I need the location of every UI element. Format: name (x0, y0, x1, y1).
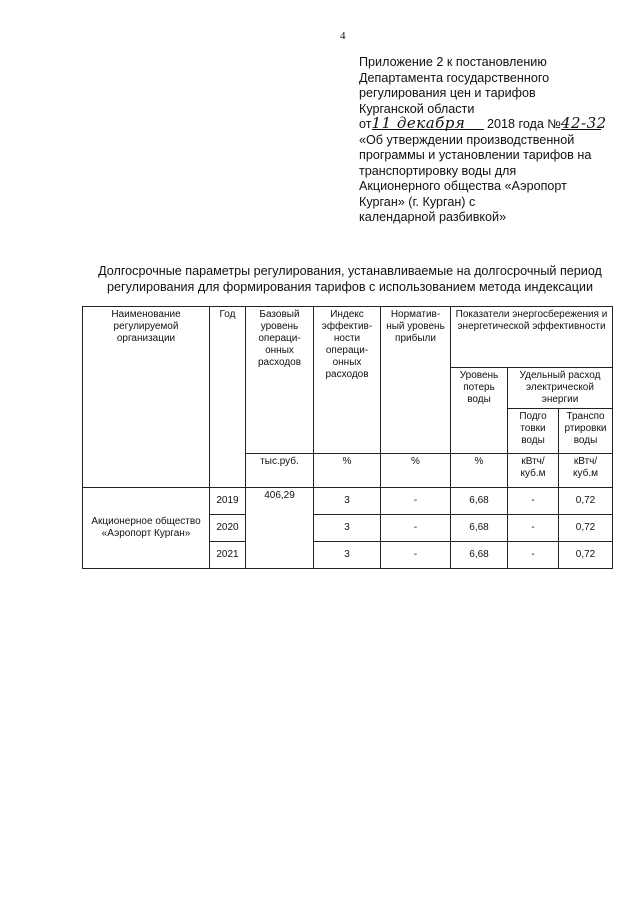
cell-losses: 6,68 (451, 542, 508, 569)
parameters-table (82, 306, 613, 569)
header-energy-indicators: Показатели энергосбережения и энергетической эффективности (451, 307, 613, 368)
cell-year: 2019 (210, 488, 246, 515)
organization-name: Акционерное общество «Аэропорт Курган» (83, 488, 210, 569)
header-profit-level: Норматив-ный уровень прибыли (381, 307, 451, 454)
cell-index: 3 (314, 542, 381, 569)
cell-preparation: - (508, 542, 559, 569)
cell-profit: - (381, 488, 451, 515)
heading-line: Долгосрочные параметры регулирования, устанавливаемые на долгосрочный период (98, 264, 602, 278)
unit-profit: % (381, 454, 451, 488)
date-prefix: от (359, 117, 372, 131)
unit-losses: % (451, 454, 508, 488)
cell-year: 2020 (210, 515, 246, 542)
cell-losses: 6,68 (451, 515, 508, 542)
page-number: 4 (340, 30, 346, 42)
header-preparation: Подго товки воды (508, 409, 559, 454)
unit-base: тыс.руб. (246, 454, 314, 488)
unit-transport: кВтч/ куб.м (559, 454, 613, 488)
handwritten-number: 42-32 (560, 114, 607, 132)
heading-line: регулирования для формирования тарифов с использованием метода индексации (107, 279, 593, 294)
cell-year: 2021 (210, 542, 246, 569)
cell-preparation: - (508, 515, 559, 542)
cell-preparation: - (508, 488, 559, 515)
unit-index: % (314, 454, 381, 488)
cell-losses: 6,68 (451, 488, 508, 515)
cell-transport: 0,72 (559, 488, 613, 515)
header-water-losses: Уровень потерь воды (451, 368, 508, 454)
cell-base-value: 406,29 (246, 488, 314, 569)
appendix-line: Департамента государственного (359, 70, 550, 85)
header-efficiency-index: Индекс эффектив-ности операци-онных расходов (314, 307, 381, 454)
cell-transport: 0,72 (559, 542, 613, 569)
date-year: 2018 года № (487, 117, 561, 131)
cell-index: 3 (314, 515, 381, 542)
appendix-title-line: транспортировку воды для (359, 163, 517, 178)
appendix-line: регулирования цен и тарифов (359, 86, 536, 100)
appendix-line: Курганской области (359, 101, 475, 116)
appendix-title-line: Курган» (г. Курган) с (359, 194, 476, 209)
appendix-title-line: «Об утверждении производственной (359, 132, 575, 147)
appendix-block (359, 55, 629, 226)
header-energy-consumption: Удельный расход электрической энергии (508, 368, 613, 409)
header-base-level: Базовый уровень операци-онных расходов (246, 307, 314, 454)
header-organization: Наименование регулируемой организации (83, 307, 210, 488)
appendix-line: Приложение 2 к постановлению (359, 55, 547, 69)
appendix-title-line: Акционерного общества «Аэропорт (359, 179, 567, 193)
cell-profit: - (381, 515, 451, 542)
header-year: Год (210, 307, 246, 488)
cell-index: 3 (314, 488, 381, 515)
cell-profit: - (381, 542, 451, 569)
header-transport: Транспо ртировки воды (559, 409, 613, 454)
cell-transport: 0,72 (559, 515, 613, 542)
appendix-title-line: календарной разбивкой» (359, 210, 507, 224)
appendix-date-line (359, 114, 629, 133)
unit-preparation: кВтч/ куб.м (508, 454, 559, 488)
table-row (83, 488, 613, 515)
appendix-title-line: программы и установлении тарифов на (359, 148, 592, 162)
handwritten-date: 11 декабря (372, 117, 484, 130)
document-heading (80, 264, 620, 295)
